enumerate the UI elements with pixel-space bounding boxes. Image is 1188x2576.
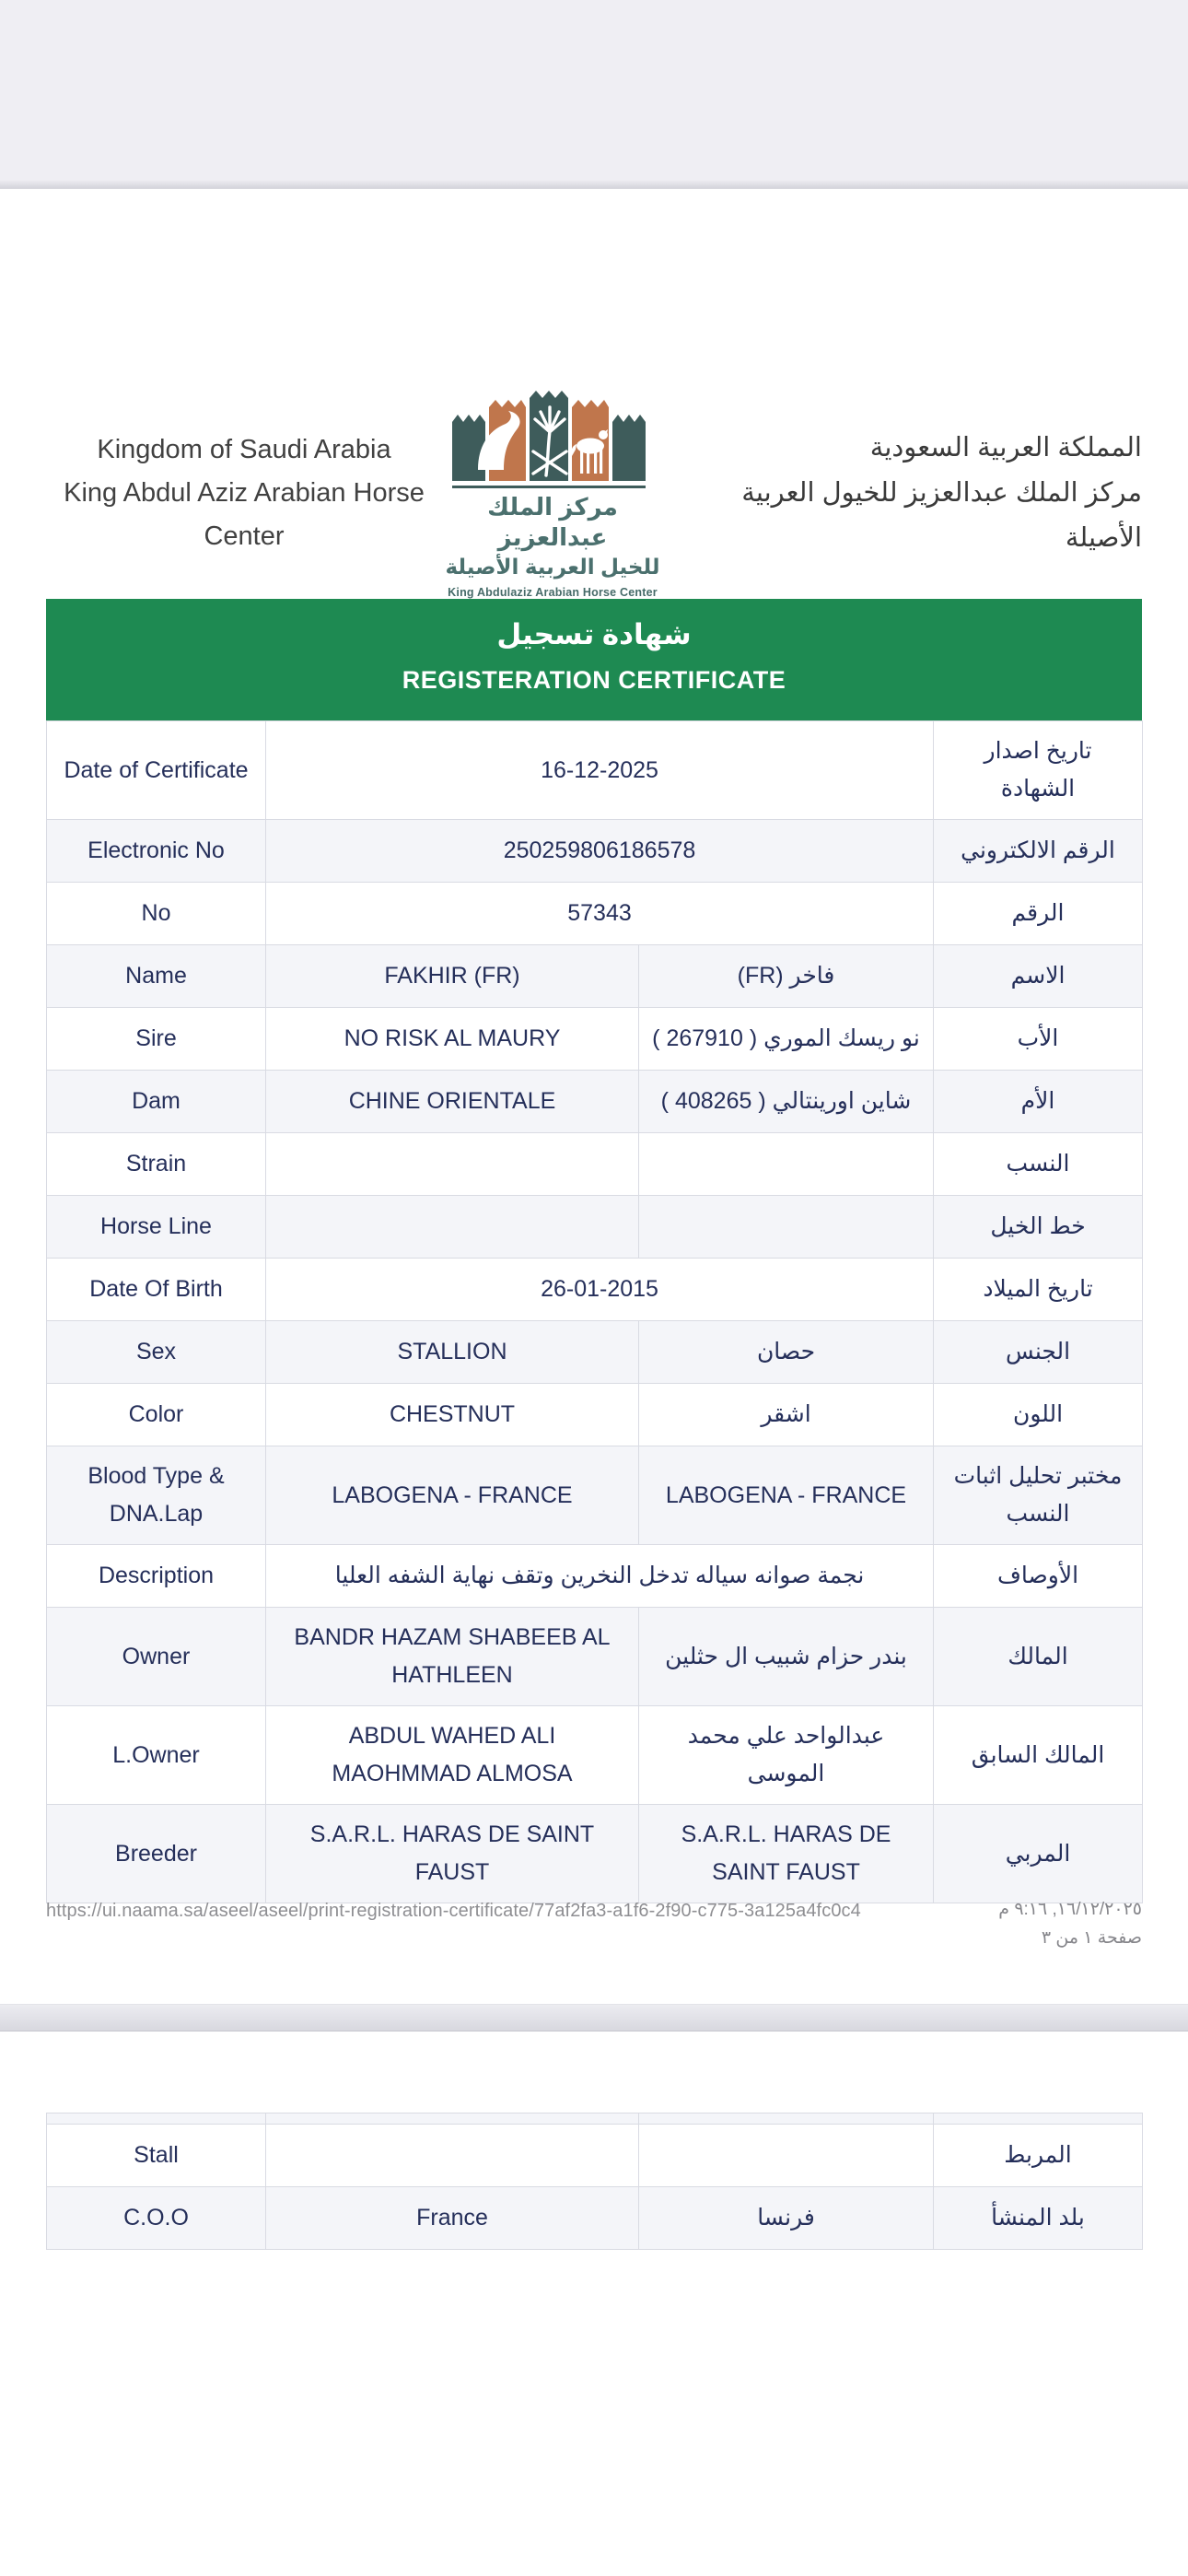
row-value-en (266, 1133, 639, 1196)
row-label-ar: مختبر تحليل اثبات النسب (934, 1446, 1143, 1545)
table-row (47, 1259, 1143, 1321)
page-separator (0, 2004, 1188, 2032)
certificate-page-2 (0, 2032, 1188, 2576)
row-value-ar (639, 1196, 934, 1259)
logo-caption-ar-line1: مركز الملك عبدالعزيز (487, 492, 618, 551)
table-row (47, 1446, 1143, 1545)
row-value-ar: فرنسا (639, 2187, 934, 2250)
table-row (47, 820, 1143, 883)
table-row (47, 1706, 1143, 1805)
row-value-en: FAKHIR (FR) (266, 945, 639, 1008)
row-label-en: C.O.O (47, 2187, 266, 2250)
table-row (47, 2125, 1143, 2187)
row-label-ar: الجنس (934, 1321, 1143, 1384)
table-cell-empty (266, 2113, 639, 2125)
table-row (47, 1133, 1143, 1196)
row-label-en: Horse Line (47, 1196, 266, 1259)
table-row (47, 1805, 1143, 1903)
row-label-ar: خط الخيل (934, 1196, 1143, 1259)
logo-caption-ar-line2: للخيل العربية الأصيلة (445, 554, 660, 579)
row-label-ar: النسب (934, 1133, 1143, 1196)
table-cell-empty (639, 2113, 934, 2125)
table-cell-empty (934, 2113, 1143, 2125)
row-value-en (266, 1196, 639, 1259)
row-label-en: Description (47, 1545, 266, 1608)
certificate-title-ar: شهادة تسجيل (496, 618, 692, 650)
table-row (47, 1384, 1143, 1446)
row-value-en: ABDUL WAHED ALI MAOHMMAD ALMOSA (266, 1706, 639, 1805)
row-value-en: CHESTNUT (266, 1384, 639, 1446)
header-ar-line1: المملكة العربية السعودية (869, 433, 1142, 463)
row-label-en: Color (47, 1384, 266, 1446)
row-value-ar: شاين اورينتالي ( 408265 ) (639, 1071, 934, 1133)
row-label-en: Sire (47, 1008, 266, 1071)
row-label-ar: المربي (934, 1805, 1143, 1903)
table-row (47, 883, 1143, 945)
row-label-en: Dam (47, 1071, 266, 1133)
row-value-en: France (266, 2187, 639, 2250)
table-row (47, 1545, 1143, 1608)
row-label-ar: الأم (934, 1071, 1143, 1133)
row-label-en: Owner (47, 1608, 266, 1706)
row-label-ar: الاسم (934, 945, 1143, 1008)
header-text-ar (663, 426, 1142, 561)
row-value-ar (639, 1133, 934, 1196)
certificate-title-en: REGISTERATION CERTIFICATE (402, 666, 786, 694)
row-label-ar: بلد المنشأ (934, 2187, 1143, 2250)
row-value-en (266, 2125, 639, 2187)
registration-table (46, 720, 1143, 1903)
row-value-ar: اشقر (639, 1384, 934, 1446)
footer-meta (998, 1895, 1142, 1952)
row-value-en: S.A.R.L. HARAS DE SAINT FAUST (266, 1805, 639, 1903)
row-value-ar: LABOGENA - FRANCE (639, 1446, 934, 1545)
center-logo (442, 389, 663, 599)
table-row (47, 1196, 1143, 1259)
horse-center-logo-icon (450, 389, 655, 492)
table-cell-empty (47, 2113, 266, 2125)
row-value: 26-01-2015 (266, 1259, 934, 1321)
table-spacer-row (47, 2113, 1143, 2125)
row-label-en: Date of Certificate (47, 721, 266, 820)
row-value-en: STALLION (266, 1321, 639, 1384)
row-value-ar: بندر حزام شبيب ال حثلين (639, 1608, 934, 1706)
table-row (47, 721, 1143, 820)
header-en-line2: King Abdul Aziz Arabian Horse Center (64, 478, 425, 551)
row-label-ar: المربط (934, 2125, 1143, 2187)
row-value-en: BANDR HAZAM SHABEEB AL HATHLEEN (266, 1608, 639, 1706)
row-label-en: Date Of Birth (47, 1259, 266, 1321)
row-label-ar: اللون (934, 1384, 1143, 1446)
row-label-en: Electronic No (47, 820, 266, 883)
row-value-ar: نو ريسك الموري ( 267910 ) (639, 1008, 934, 1071)
row-label-en: Sex (47, 1321, 266, 1384)
row-value: 16-12-2025 (266, 721, 934, 820)
table-row (47, 945, 1143, 1008)
row-value-en: LABOGENA - FRANCE (266, 1446, 639, 1545)
row-value-en: CHINE ORIENTALE (266, 1071, 639, 1133)
row-label-ar: الرقم (934, 883, 1143, 945)
row-label-en: Strain (47, 1133, 266, 1196)
row-label-en: Breeder (47, 1805, 266, 1903)
footer-url: https://ui.naama.sa/aseel/aseel/print-registration-certificate/77af2fa3-a1f6-2f90-c775-3a125a4fc0c4 (46, 1901, 861, 1921)
row-label-en: Blood Type & DNA.Lap (47, 1446, 266, 1545)
row-value-ar (639, 2125, 934, 2187)
footer-page-number: صفحة ١ من ٣ (1041, 1928, 1142, 1948)
row-label-en: Name (47, 945, 266, 1008)
row-label-ar: الأوصاف (934, 1545, 1143, 1608)
row-value-en: NO RISK AL MAURY (266, 1008, 639, 1071)
table-row (47, 1321, 1143, 1384)
table-row (47, 2187, 1143, 2250)
viewer-top-chrome-area (0, 0, 1188, 189)
row-label-ar: المالك (934, 1608, 1143, 1706)
row-label-en: Stall (47, 2125, 266, 2187)
row-label-en: L.Owner (47, 1706, 266, 1805)
table-row (47, 1071, 1143, 1133)
row-label-ar: الرقم الالكتروني (934, 820, 1143, 883)
row-label-ar: الأب (934, 1008, 1143, 1071)
registration-table-continuation (46, 2113, 1143, 2250)
row-value: نجمة صوانه سياله تدخل النخرين وتقف نهاية الشفه العليا (266, 1545, 934, 1608)
header-text-en (46, 428, 442, 558)
row-label-ar: تاريخ اصدار الشهادة (934, 721, 1143, 820)
row-value: 57343 (266, 883, 934, 945)
certificate-header (46, 385, 1142, 602)
row-value-ar: حصان (639, 1321, 934, 1384)
row-label-ar: المالك السابق (934, 1706, 1143, 1805)
certificate-title-banner (46, 599, 1142, 720)
row-value-ar: عبدالواحد علي محمد الموسى (639, 1706, 934, 1805)
row-value-ar: S.A.R.L. HARAS DE SAINT FAUST (639, 1805, 934, 1903)
header-ar-line2: مركز الملك عبدالعزيز للخيول العربية الأصيلة (741, 478, 1142, 553)
logo-caption-en: King Abdulaziz Arabian Horse Center (448, 585, 658, 599)
row-value: 250259806186578 (266, 820, 934, 883)
row-label-en: No (47, 883, 266, 945)
header-en-line1: Kingdom of Saudi Arabia (97, 435, 391, 464)
certificate-page-1 (0, 189, 1188, 2004)
row-label-ar: تاريخ الميلاد (934, 1259, 1143, 1321)
table-row (47, 1008, 1143, 1071)
row-value-ar: فاخر (FR) (639, 945, 934, 1008)
footer-datetime: ١٦/١٢/٢٠٢٥, ٩:١٦ م (998, 1900, 1142, 1919)
print-footer (46, 1895, 1142, 1952)
table-row (47, 1608, 1143, 1706)
